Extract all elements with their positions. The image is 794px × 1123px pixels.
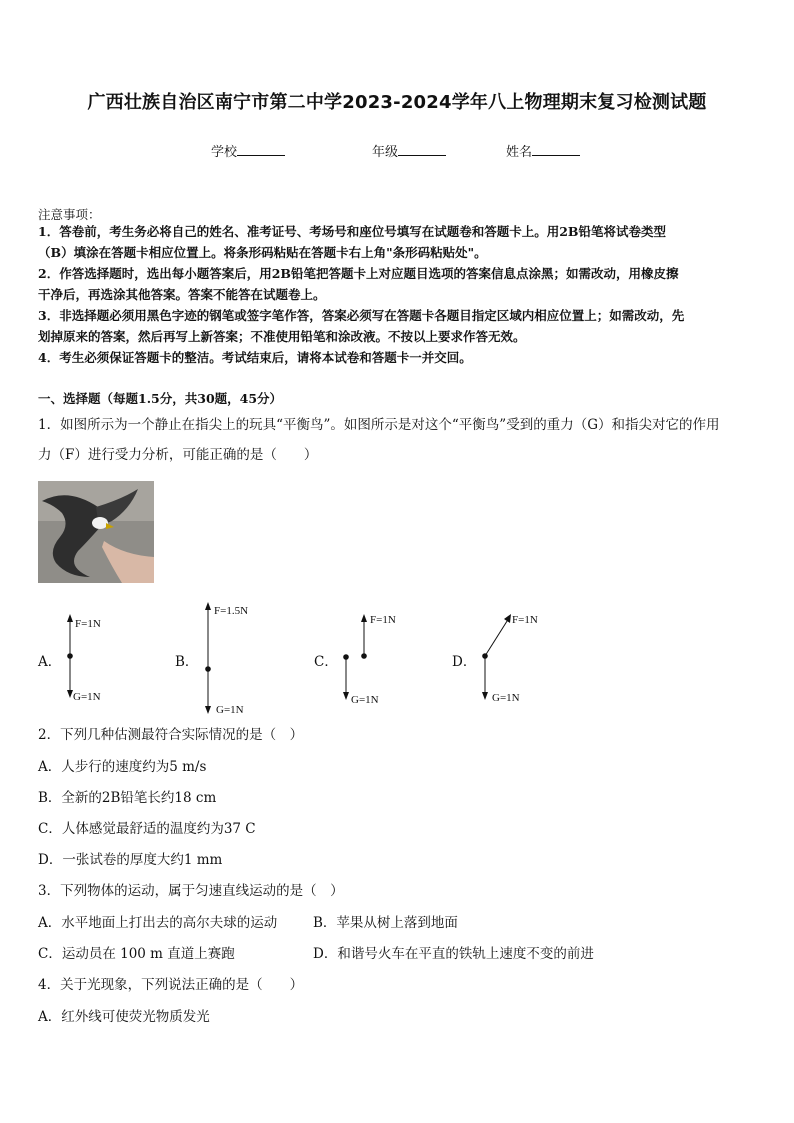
- notice-line: （B）填涂在答题卡相应位置上。将条形码粘贴在答题卡右上角"条形码粘贴处"。: [38, 245, 487, 260]
- grade-label: 年级: [372, 145, 399, 160]
- question-3-option: C．运动员在 100 m 直道上赛跑: [38, 946, 235, 962]
- question-2-option: A．人步行的速度约为5 m/s: [38, 759, 207, 775]
- option-d-label: D．: [452, 654, 477, 670]
- notice-line: 划掉原来的答案，然后再写上新答案；不准使用铅笔和涂改液。不按以上要求作答无效。: [38, 329, 526, 344]
- balance-bird-photo: [38, 481, 154, 583]
- question-3-option: D．和谐号火车在平直的铁轨上速度不变的前进: [313, 946, 594, 962]
- page-title: 广西壮族自治区南宁市第二中学2023-2024学年八上物理期末复习检测试题: [87, 92, 707, 113]
- question-3-stem: 3．下列物体的运动，属于匀速直线运动的是（ ）: [38, 883, 344, 899]
- name-field: [506, 141, 580, 160]
- grade-blank: [398, 143, 446, 156]
- option-c-g-label: G=1N: [351, 694, 379, 706]
- question-4-option: A．红外线可使荧光物质发光: [38, 1009, 210, 1025]
- question-2-option: C．人体感觉最舒适的温度约为37 C: [38, 821, 256, 837]
- question-4-stem: 4．关于光现象，下列说法正确的是（ ）: [38, 977, 304, 993]
- school-label: 学校: [211, 145, 238, 160]
- name-label: 姓名: [506, 145, 533, 160]
- option-a-g-label: G=1N: [73, 691, 101, 703]
- option-d-f-label: F=1N: [512, 614, 538, 626]
- notice-line: 2．作答选择题时，选出每小题答案后，用2B铅笔把答题卡上对应题目选项的答案信息点涂黑；如需改动，用橡皮擦: [38, 266, 679, 281]
- notice-line: 1．答卷前，考生务必将自己的姓名、准考证号、考场号和座位号填写在试题卷和答题卡上。用2B铅笔将试卷类型: [38, 224, 666, 239]
- question-1-stem: 1．如图所示为一个静止在指尖上的玩具“平衡鸟”。如图所示是对这个“平衡鸟”受到的重力（G）和指尖对它的作用: [38, 417, 720, 433]
- school-blank: [237, 143, 285, 156]
- option-b-g-label: G=1N: [216, 704, 244, 716]
- option-b-label: B．: [175, 654, 199, 670]
- option-a-label: A．: [38, 654, 62, 670]
- name-blank: [532, 143, 580, 156]
- school-field: [211, 141, 285, 160]
- option-a-f-label: F=1N: [75, 618, 101, 630]
- notice-heading: 注意事项：: [38, 207, 101, 222]
- option-b-f-label: F=1.5N: [214, 605, 249, 617]
- question-3-option: A．水平地面上打出去的高尔夫球的运动: [38, 915, 278, 931]
- option-d-g-label: G=1N: [492, 692, 520, 704]
- notice-line: 3．非选择题必须用黑色字迹的钢笔或签字笔作答，答案必须写在答题卡各题目指定区域内相应位置上；如需改动，先: [38, 308, 685, 323]
- notice-line: 干净后，再选涂其他答案。答案不能答在试题卷上。: [38, 287, 326, 302]
- question-3-option: B．苹果从树上落到地面: [313, 915, 458, 931]
- question-2-option: D．一张试卷的厚度大约1 mm: [38, 852, 223, 868]
- option-c-label: C．: [314, 654, 338, 670]
- grade-field: [372, 141, 446, 160]
- section-heading: 一、选择题（每题1.5分，共30题，45分）: [38, 391, 283, 406]
- question-2-option: B．全新的2B铅笔长约18 cm: [38, 790, 217, 806]
- notice-line: 4．考生必须保证答题卡的整洁。考试结束后，请将本试卷和答题卡一并交回。: [38, 350, 472, 365]
- question-2-stem: 2．下列几种估测最符合实际情况的是（ ）: [38, 727, 304, 743]
- question-1-stem-cont: 力（F）进行受力分析，可能正确的是（ ）: [38, 447, 318, 463]
- option-c-f-label: F=1N: [370, 614, 396, 626]
